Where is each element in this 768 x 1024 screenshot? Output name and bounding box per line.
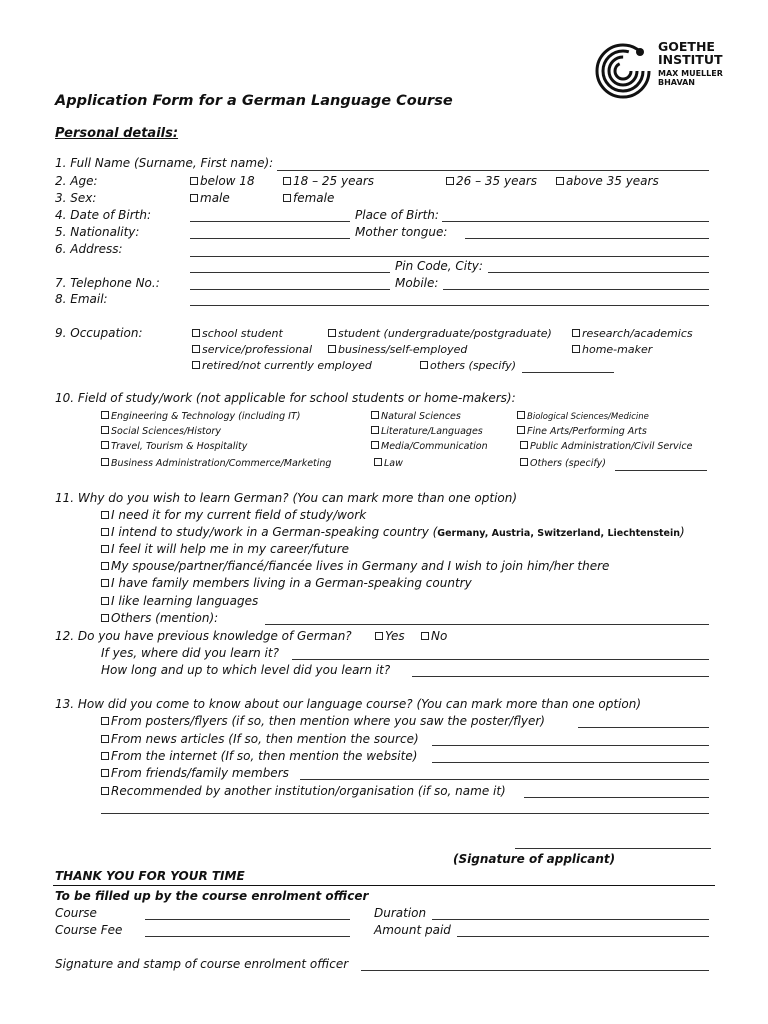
checkbox-icon[interactable] (517, 411, 525, 419)
occupation-option[interactable] (572, 327, 693, 340)
goethe-spiral-icon (594, 42, 652, 100)
study-option-label: Business Administration/Commerce/Marketing (111, 458, 332, 469)
checkbox-icon[interactable] (101, 528, 109, 536)
occupation-option-label: service/professional (202, 343, 312, 356)
pob-field[interactable] (442, 221, 709, 222)
why-option[interactable] (101, 559, 609, 573)
sex-option-male[interactable] (190, 191, 230, 205)
occupation-option-label: home-maker (582, 343, 653, 356)
previous-no-option[interactable] (421, 629, 447, 643)
signature-label: (Signature of applicant) (453, 852, 616, 866)
age-option-18-25[interactable] (283, 174, 374, 188)
address-field-line-1[interactable] (190, 256, 709, 257)
goethe-logo (594, 38, 724, 102)
why-option[interactable] (101, 542, 349, 556)
occupation-option-label: retired/not currently employed (202, 359, 372, 372)
close-paren: ) (680, 525, 685, 539)
checkbox-icon[interactable] (572, 345, 580, 353)
age-label: 2. Age: (55, 174, 98, 188)
countries-list: Germany, Austria, Switzerland, Liechtenstein (437, 528, 681, 539)
checkbox-icon[interactable] (556, 177, 564, 185)
occupation-option-label: business/self-employed (338, 343, 468, 356)
why-option-label: I need it for my current field of study/work (111, 508, 367, 522)
mother-tongue-field[interactable] (465, 238, 709, 239)
logo-line-4: BHAVAN (658, 78, 695, 87)
how-option-label: From posters/flyers (if so, then mention where you saw the poster/flyer) (111, 714, 545, 728)
previous-knowledge-label: 12. Do you have previous knowledge of German? (55, 629, 352, 643)
study-option-label: Travel, Tourism & Hospitality (111, 441, 248, 452)
how-internet-field[interactable] (432, 762, 709, 763)
logo-line-3: MAX MUELLER (658, 69, 723, 78)
how-news-field[interactable] (432, 745, 709, 746)
study-option[interactable] (517, 411, 649, 422)
study-option[interactable] (520, 458, 606, 469)
sex-option-female[interactable] (283, 191, 334, 205)
occupation-option-label: student (undergraduate/postgraduate) (338, 327, 552, 340)
study-option[interactable] (101, 458, 331, 469)
checkbox-icon[interactable] (101, 735, 109, 743)
checkbox-icon[interactable] (328, 345, 336, 353)
email-label: 8. Email: (55, 292, 108, 306)
address-label: 6. Address: (55, 242, 123, 256)
study-option[interactable] (371, 426, 483, 437)
how-extra-field[interactable] (101, 813, 709, 814)
full-name-field[interactable] (277, 170, 709, 171)
why-option[interactable] (101, 525, 685, 539)
officer-stamp-field[interactable] (361, 970, 709, 971)
pob-label: Place of Birth: (355, 208, 439, 222)
field-of-study-label: 10. Field of study/work (not applicable for school students or home-makers): (55, 391, 516, 405)
checkbox-icon[interactable] (192, 345, 200, 353)
checkbox-icon[interactable] (101, 597, 109, 605)
age-option-below-18[interactable] (190, 174, 255, 188)
checkbox-icon[interactable] (101, 717, 109, 725)
where-learned-label: If yes, where did you learn it? (101, 646, 279, 660)
full-name-label: 1. Full Name (Surname, First name): (55, 156, 274, 170)
checkbox-icon[interactable] (374, 458, 382, 466)
checkbox-icon[interactable] (283, 194, 291, 202)
mobile-label: Mobile: (395, 276, 439, 290)
why-option-label: I like learning languages (111, 594, 259, 608)
occupation-option[interactable] (328, 327, 552, 340)
how-option[interactable] (101, 749, 417, 763)
logo-line-2: INSTITUT (658, 52, 723, 67)
how-option[interactable] (101, 732, 419, 746)
duration-field[interactable] (432, 919, 709, 920)
dob-label: 4. Date of Birth: (55, 208, 151, 222)
checkbox-icon[interactable] (101, 511, 109, 519)
how-know-label: 13. How did you come to know about our language course? (You can mark more than one option) (55, 697, 642, 711)
course-field[interactable] (145, 919, 350, 920)
occupation-option[interactable] (420, 359, 516, 372)
occupation-option[interactable] (572, 343, 652, 356)
study-option-label: Public Administration/Civil Service (530, 441, 693, 452)
how-option-label: From news articles (If so, then mention the source) (111, 732, 419, 746)
how-friends-field[interactable] (300, 779, 709, 780)
pin-city-field[interactable] (488, 272, 709, 273)
occupation-option-label: others (specify) (430, 359, 517, 372)
study-option-label: Law (384, 458, 403, 469)
occupation-option[interactable] (192, 327, 283, 340)
how-posters-field[interactable] (578, 727, 709, 728)
telephone-field[interactable] (190, 289, 390, 290)
study-option-label: Social Sciences/History (111, 426, 221, 437)
course-fee-label: Course Fee (55, 923, 123, 937)
amount-paid-field[interactable] (457, 936, 709, 937)
study-option-label: Biological Sciences/Medicine (527, 412, 649, 422)
thanks-text: THANK YOU FOR YOUR TIME (55, 869, 245, 883)
study-option[interactable] (520, 441, 693, 452)
why-option-label: I feel it will help me in my career/future (111, 542, 350, 556)
checkbox-icon[interactable] (421, 632, 429, 640)
how-recommended-field[interactable] (524, 797, 709, 798)
checkbox-icon[interactable] (446, 177, 454, 185)
logo-line-1: GOETHE (658, 39, 715, 54)
checkbox-icon[interactable] (283, 177, 291, 185)
study-option[interactable] (101, 441, 247, 452)
study-option[interactable] (517, 426, 647, 437)
checkbox-icon[interactable] (371, 411, 379, 419)
officer-stamp-label: Signature and stamp of course enrolment officer (55, 957, 349, 971)
checkbox-icon[interactable] (375, 632, 383, 640)
checkbox-icon[interactable] (192, 361, 200, 369)
why-option-label: Others (mention): (111, 611, 219, 625)
how-long-label: How long and up to which level did you learn it? (101, 663, 391, 677)
study-option-label: Engineering & Technology (including IT) (111, 411, 301, 422)
study-option[interactable] (371, 441, 488, 452)
why-option[interactable] (101, 576, 472, 590)
why-option[interactable] (101, 508, 366, 522)
previous-yes-option[interactable] (375, 629, 405, 643)
mother-tongue-label: Mother tongue: (355, 225, 448, 239)
checkbox-icon[interactable] (520, 458, 528, 466)
personal-details-heading: Personal details: (55, 126, 179, 141)
mobile-field[interactable] (443, 289, 709, 290)
checkbox-icon[interactable] (101, 441, 109, 449)
how-option[interactable] (101, 766, 289, 780)
age-option-label: below 18 (200, 174, 255, 188)
checkbox-icon[interactable] (420, 361, 428, 369)
checkbox-icon[interactable] (572, 329, 580, 337)
checkbox-icon[interactable] (517, 426, 525, 434)
occupation-option-label: school student (202, 327, 283, 340)
pin-city-label: Pin Code, City: (395, 259, 483, 273)
how-option-label: From friends/family members (111, 766, 289, 780)
how-option[interactable] (101, 714, 545, 728)
checkbox-icon[interactable] (101, 769, 109, 777)
section-divider (53, 885, 715, 886)
signature-field[interactable] (515, 848, 711, 849)
why-option-label: I have family members living in a German-speaking country (111, 576, 472, 590)
how-option-label: Recommended by another institution/organisation (if so, name it) (111, 784, 506, 798)
course-fee-field[interactable] (145, 936, 350, 937)
age-option-label: above 35 years (566, 174, 659, 188)
occupation-option[interactable] (328, 343, 467, 356)
why-others-field[interactable] (265, 624, 709, 625)
telephone-label: 7. Telephone No.: (55, 276, 160, 290)
sex-option-label: female (293, 191, 335, 205)
sex-option-label: male (200, 191, 230, 205)
checkbox-icon[interactable] (101, 411, 109, 419)
checkbox-icon[interactable] (101, 614, 109, 622)
sex-label: 3. Sex: (55, 191, 97, 205)
checkbox-icon[interactable] (371, 441, 379, 449)
why-option-label: I intend to study/work in a German-speaking country ( (111, 525, 438, 539)
nationality-field[interactable] (190, 238, 350, 239)
nationality-label: 5. Nationality: (55, 225, 140, 239)
study-others-field[interactable] (615, 470, 707, 471)
how-long-field[interactable] (412, 676, 709, 677)
study-option-label: Others (specify) (530, 458, 607, 469)
checkbox-icon[interactable] (101, 545, 109, 553)
occupation-option[interactable] (192, 359, 372, 372)
occupation-others-field[interactable] (522, 372, 614, 373)
dob-field[interactable] (190, 221, 350, 222)
study-option[interactable] (371, 411, 461, 422)
amount-paid-label: Amount paid (374, 923, 451, 937)
checkbox-icon[interactable] (190, 177, 198, 185)
why-option[interactable] (101, 594, 258, 608)
checkbox-icon[interactable] (190, 194, 198, 202)
age-option-label: 18 – 25 years (293, 174, 375, 188)
occupation-label: 9. Occupation: (55, 326, 143, 340)
study-option-label: Media/Communication (381, 441, 488, 452)
occupation-option-label: research/academics (582, 327, 693, 340)
age-option-above-35[interactable] (556, 174, 659, 188)
how-option-label: From the internet (If so, then mention the website) (111, 749, 418, 763)
checkbox-icon[interactable] (101, 562, 109, 570)
how-option[interactable] (101, 784, 506, 798)
occupation-option[interactable] (192, 343, 312, 356)
duration-label: Duration (374, 906, 427, 920)
email-field[interactable] (190, 305, 709, 306)
study-option[interactable] (101, 426, 221, 437)
why-option[interactable] (101, 611, 218, 625)
where-learned-field[interactable] (292, 659, 709, 660)
no-label: No (431, 629, 448, 643)
checkbox-icon[interactable] (101, 426, 109, 434)
form-title: Application Form for a German Language Course (55, 93, 453, 109)
age-option-label: 26 – 35 years (456, 174, 538, 188)
why-german-label: 11. Why do you wish to learn German? (You can mark more than one option) (55, 491, 518, 505)
checkbox-icon[interactable] (192, 329, 200, 337)
yes-label: Yes (385, 629, 405, 643)
checkbox-icon[interactable] (371, 426, 379, 434)
course-label: Course (55, 906, 97, 920)
checkbox-icon[interactable] (101, 458, 109, 466)
study-option-label: Literature/Languages (381, 426, 483, 437)
study-option[interactable] (374, 458, 403, 469)
checkbox-icon[interactable] (101, 752, 109, 760)
study-option-label: Fine Arts/Performing Arts (527, 426, 647, 437)
checkbox-icon[interactable] (520, 441, 528, 449)
officer-heading: To be filled up by the course enrolment officer (55, 889, 369, 903)
study-option-label: Natural Sciences (381, 411, 461, 422)
checkbox-icon[interactable] (101, 579, 109, 587)
why-option-label: My spouse/partner/fiancé/fiancée lives in Germany and I wish to join him/her there (111, 559, 610, 573)
study-option[interactable] (101, 411, 300, 422)
address-field-line-2[interactable] (190, 272, 390, 273)
checkbox-icon[interactable] (101, 787, 109, 795)
age-option-26-35[interactable] (446, 174, 537, 188)
checkbox-icon[interactable] (328, 329, 336, 337)
